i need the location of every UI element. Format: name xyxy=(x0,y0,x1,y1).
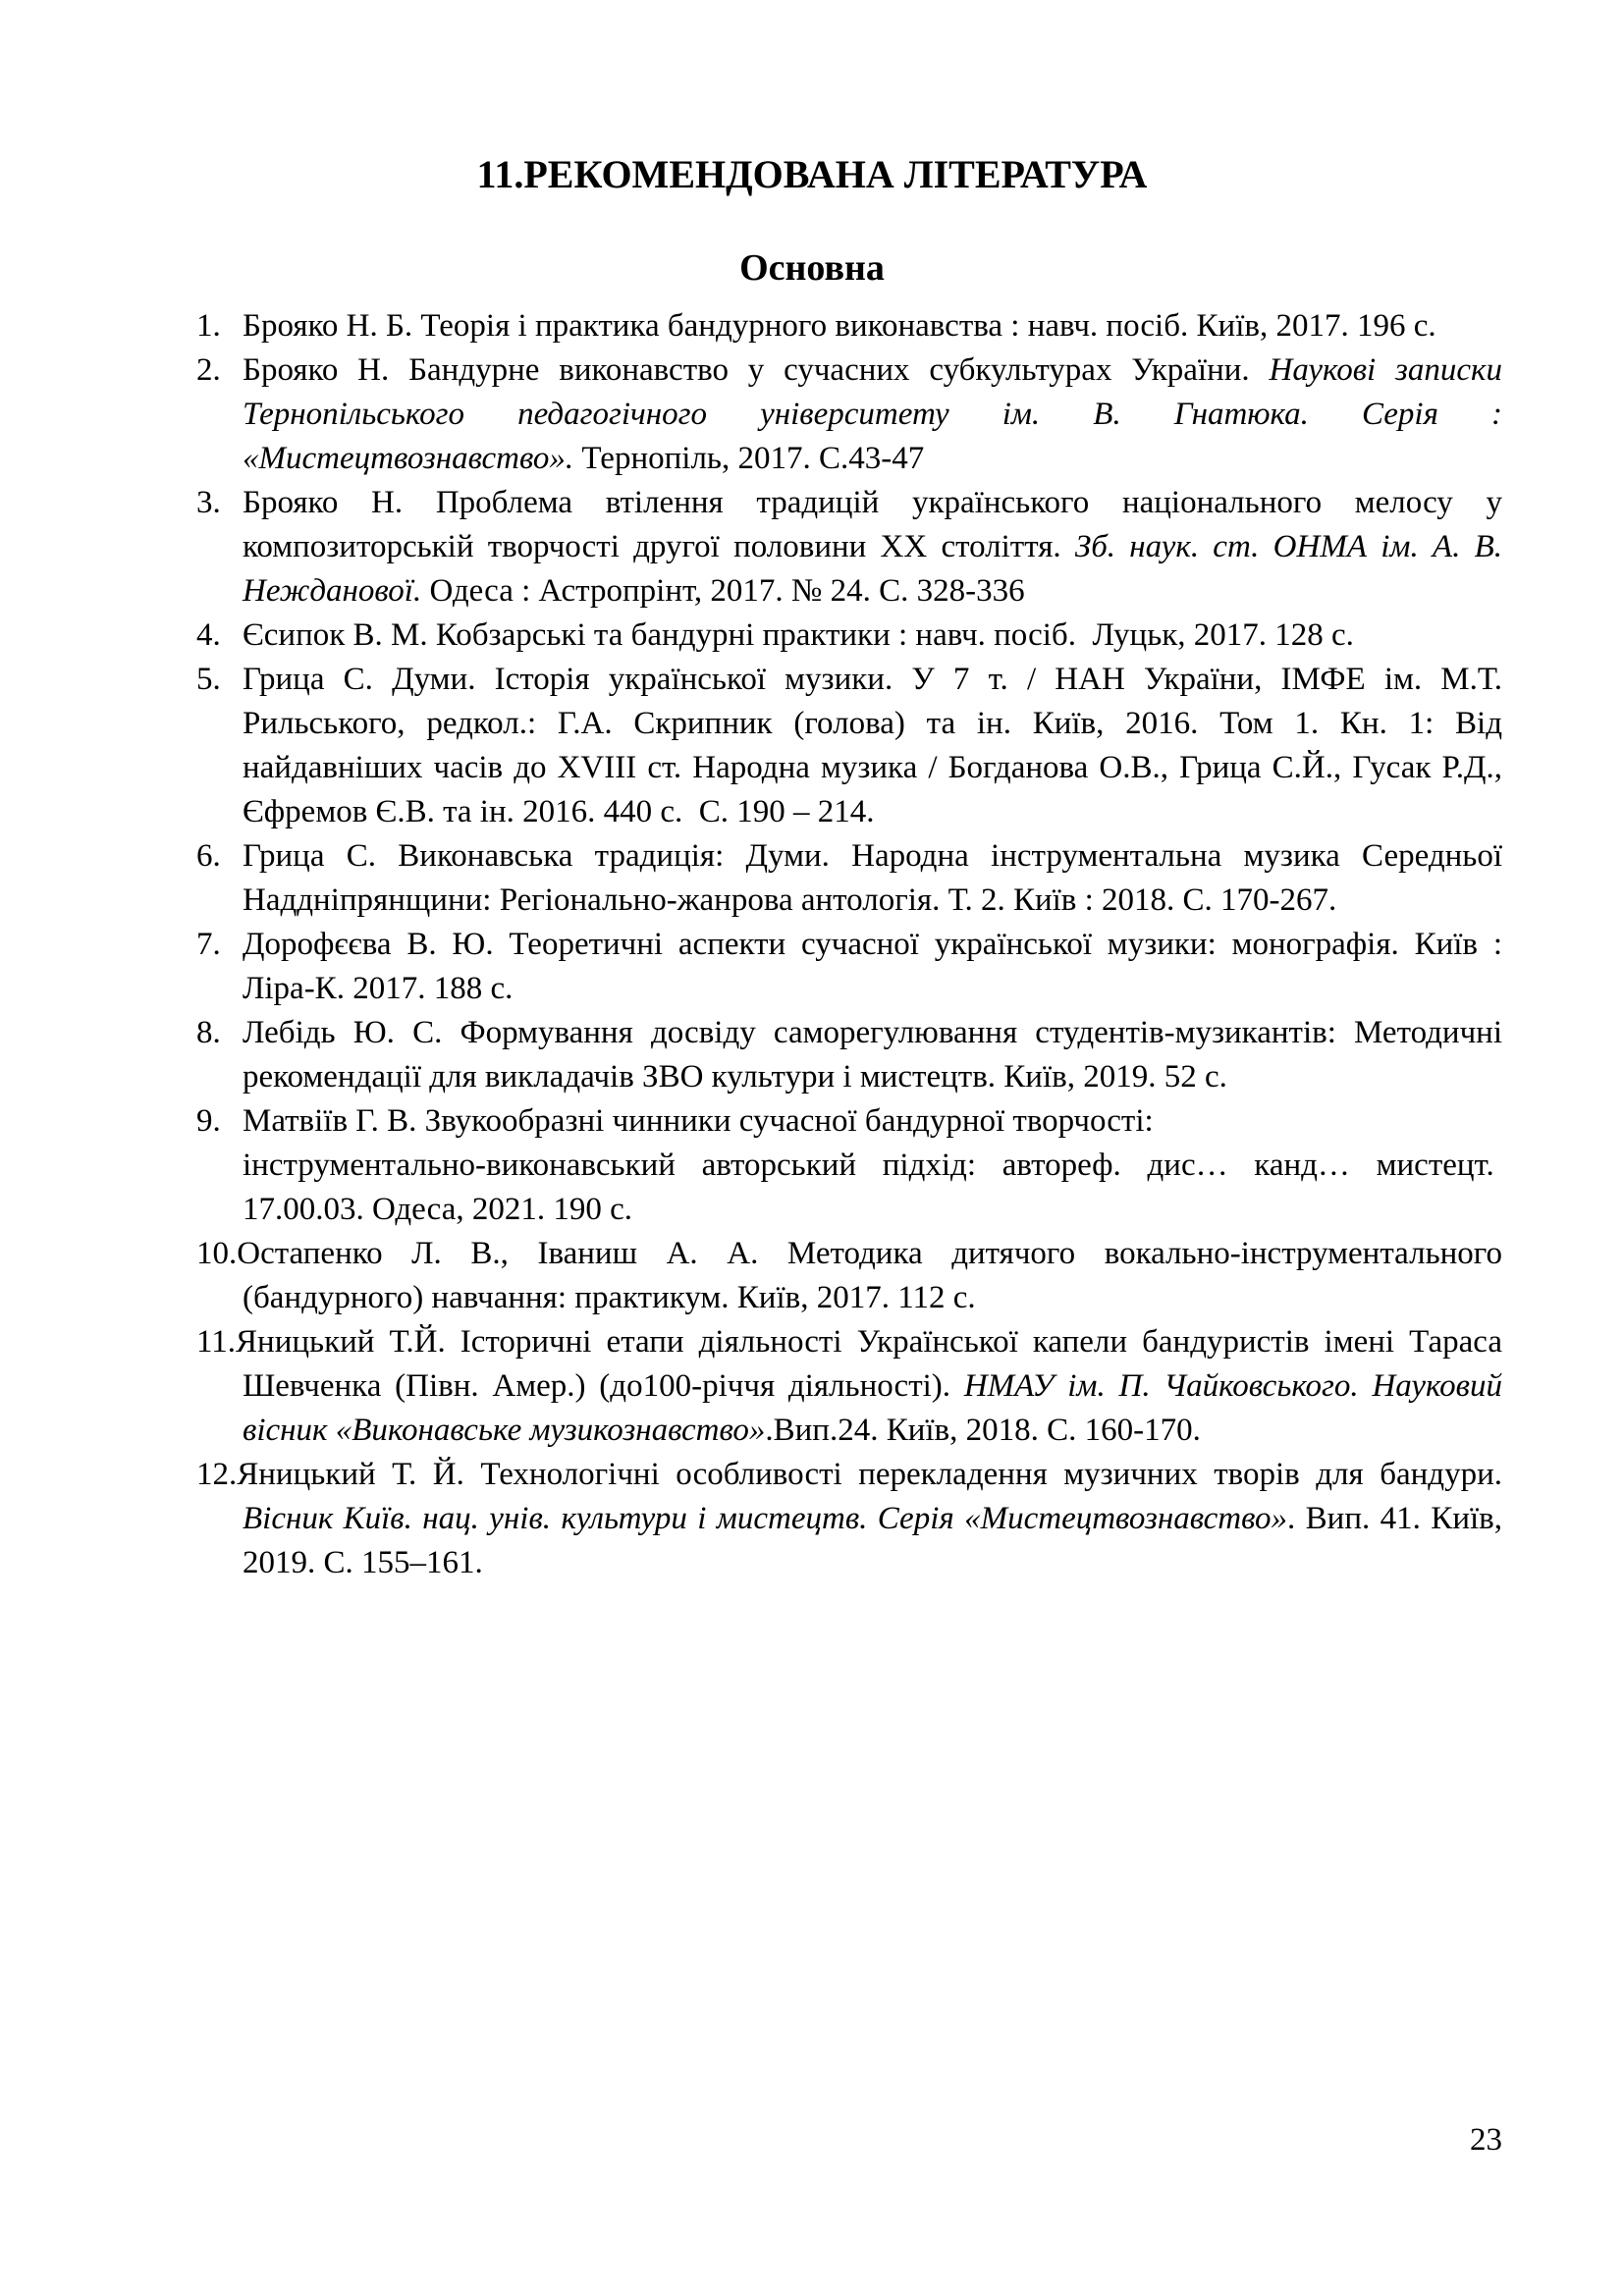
reference-text-italic: Зб. наук. ст. ОНМА ім. А. В. Нежданової. xyxy=(243,529,1502,609)
reference-item xyxy=(196,1011,1502,1099)
reference-number: 5. xyxy=(196,662,221,697)
reference-item xyxy=(196,348,1502,481)
page-title: 11.РЕКОМЕНДОВАНА ЛІТЕРАТУРА xyxy=(476,152,1148,196)
reference-item xyxy=(196,1232,1502,1320)
reference-item xyxy=(196,834,1502,923)
reference-list xyxy=(196,304,1502,1585)
reference-number: 10. xyxy=(196,1236,238,1271)
reference-item xyxy=(196,1320,1502,1453)
reference-text: Брояко Н. Проблема втілення традицій українського національного мелосу у композиторській творчості другої половини ХХ століття. xyxy=(243,485,1502,564)
reference-number: 2. xyxy=(196,352,221,388)
section-subtitle: Основна xyxy=(739,247,885,289)
reference-number: 1. xyxy=(196,308,221,344)
reference-text: Брояко Н. Б. Теорія і практика бандурного виконавства : навч. посіб. Київ, 2017. 196 с. xyxy=(243,308,1436,344)
reference-number: 6. xyxy=(196,838,221,874)
reference-number: 12. xyxy=(196,1457,238,1492)
reference-item xyxy=(196,658,1502,834)
reference-text: Лебідь Ю. С. Формування досвіду саморегулювання студентів-музикантів: Методичні рекомендації для викладачів ЗВО культури і мистецтв. Київ, 2019. 52 с. xyxy=(243,1015,1502,1095)
reference-text: Грица С. Думи. Історія української музики. У 7 т. / НАН України, ІМФЕ ім. М.Т. Рильського, редкол.: Г.А. Скрипник (голова) та ін. Київ, 2016. Том 1. Кн. 1: Від найдавніших часів до XVIII ст. Народна музика / Богданова О.В., Грица С.Й., Гусак Р.Д., Єфремов Є.В. та ін. 2016. 440 с. С. 190 – 214. xyxy=(243,662,1502,829)
reference-number: 4. xyxy=(196,617,221,653)
reference-number: 7. xyxy=(196,927,221,962)
reference-text: Яницький Т. Й. Технологічні особливості перекладення музичних творів для бандури. xyxy=(237,1457,1502,1492)
reference-text: . Вип. 41. Київ, 2019. С. 155–161. xyxy=(243,1501,1502,1580)
reference-number: 9. xyxy=(196,1103,221,1139)
reference-item xyxy=(196,614,1502,658)
reference-text: .Вип.24. Київ, 2018. С. 160-170. xyxy=(765,1413,1201,1448)
reference-item xyxy=(196,481,1502,614)
reference-text: Єсипок В. М. Кобзарські та бандурні практики : навч. посіб. Луцьк, 2017. 128 с. xyxy=(243,617,1354,653)
reference-number: 3. xyxy=(196,485,221,520)
reference-item xyxy=(196,923,1502,1011)
reference-number: 8. xyxy=(196,1015,221,1050)
reference-text-italic: Вісник Київ. нац. унів. культури і мистецтв. Серія «Мистецтвознавство» xyxy=(243,1501,1288,1536)
reference-text-italic: Наукові записки Тернопільського педагогічного університету ім. В. Гнатюка. Серія : «Мистецтвознавство». xyxy=(243,352,1502,476)
reference-item xyxy=(196,1099,1502,1232)
reference-text: Тернопіль, 2017. С.43-47 xyxy=(573,441,925,476)
reference-text: Яницький Т.Й. Історичні етапи діяльності Української капели бандуристів імені Тараса Шевченка (Півн. Амер.) (до100-річчя діяльності). xyxy=(236,1324,1502,1404)
reference-number: 11. xyxy=(196,1324,237,1360)
reference-text: інструментально-виконавський авторський підхід: автореф. дис… канд… мистецт. 17.00.03. Одеса, 2021. 190 с. xyxy=(243,1148,1502,1227)
reference-text: Грица С. Виконавська традиція: Думи. Народна інструментальна музика Середньої Наддніпрянщини: Регіонально-жанрова антологія. Т. 2. Київ : 2018. С. 170-267. xyxy=(243,838,1502,918)
reference-text: Остапенко Л. В., Іваниш А. А. Методика дитячого вокально-інструментального (бандурного) навчання: практикум. Київ, 2017. 112 с. xyxy=(237,1236,1502,1315)
reference-text: Брояко Н. Бандурне виконавство у сучасних субкультурах України. xyxy=(243,352,1270,388)
reference-text: Дорофєєва В. Ю. Теоретичні аспекти сучасної української музики: монографія. Київ : Ліра-К. 2017. 188 с. xyxy=(243,927,1502,1006)
reference-text: Матвіїв Г. В. Звукообразні чинники сучасної бандурної творчості: xyxy=(243,1103,1154,1139)
reference-text: Одеса : Астропрінт, 2017. № 24. С. 328-336 xyxy=(421,573,1025,609)
reference-item xyxy=(196,1453,1502,1585)
reference-item xyxy=(196,304,1502,348)
reference-text-italic: НМАУ ім. П. Чайковського. Науковий вісник «Виконавське музикознавство» xyxy=(243,1368,1502,1448)
page-number: 23 xyxy=(1470,2122,1502,2158)
